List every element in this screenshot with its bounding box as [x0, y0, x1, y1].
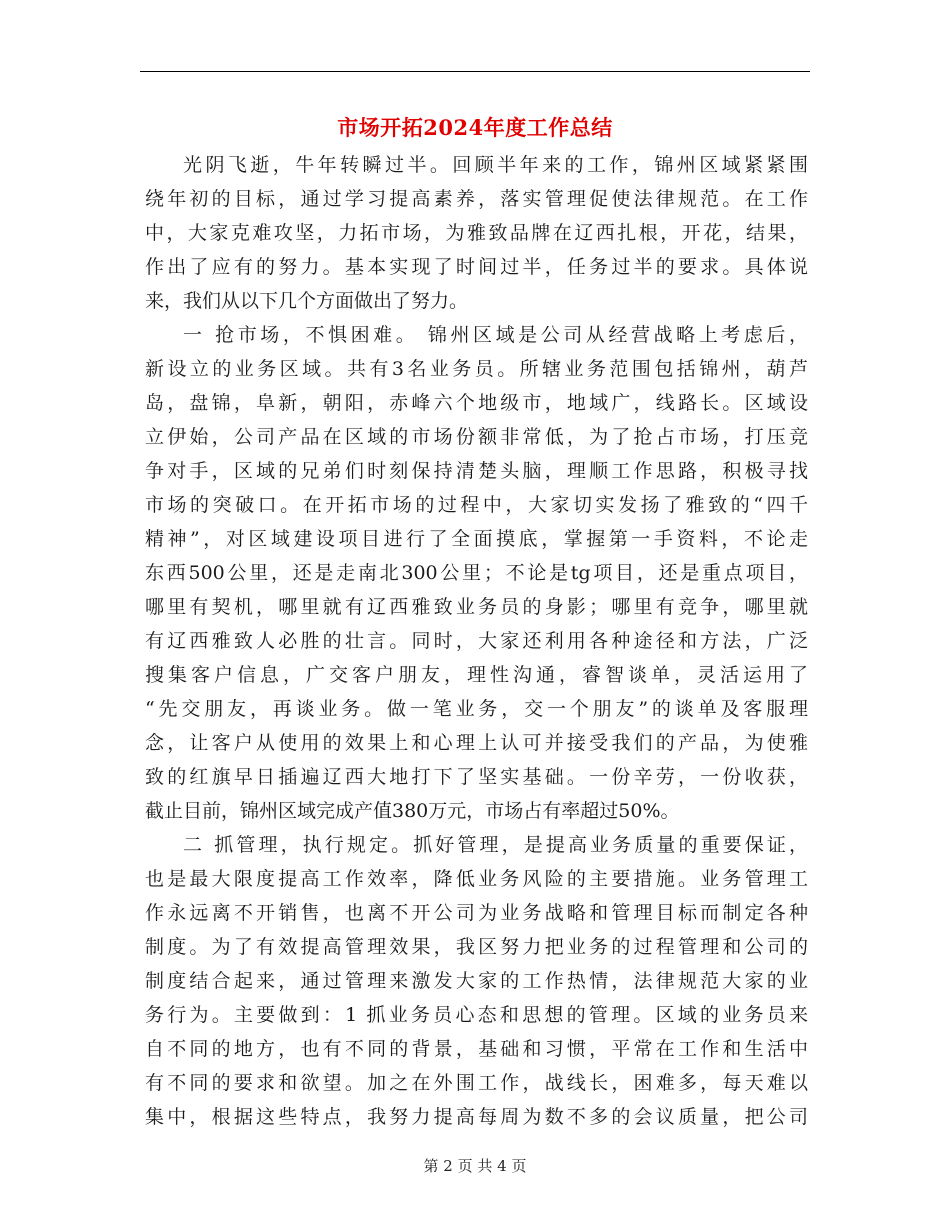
text-line: 念，让客户从使用的效果上和心理上认可并接受我们的产品，为使雅 — [145, 732, 808, 754]
text-line: 立伊始，公司产品在区域的市场份额非常低，为了抢占市场，打压竞 — [145, 426, 808, 448]
text-line: 争对手，区域的兄弟们时刻保持清楚头脑，理顺工作思路，积极寻找 — [145, 460, 808, 482]
text-line: 东西500公里，还是走南北300公里；不论是tg项目，还是重点项目， — [145, 562, 808, 584]
text-line: 一 抢市场，不惧困难。 锦州区域是公司从经营战略上考虑后， — [183, 324, 808, 346]
document-body — [145, 148, 808, 1134]
text-line: 精神”，对区域建设项目进行了全面摸底，掌握第一手资料，不论走 — [145, 528, 808, 550]
text-line: 中，大家克难攻坚，力拓市场，为雅致品牌在辽西扎根，开花，结果， — [145, 222, 808, 244]
text-line: 岛，盘锦，阜新，朝阳，赤峰六个地级市，地域广，线路长。区域设 — [145, 392, 808, 414]
text-line: 有不同的要求和欲望。加之在外围工作，战线长，困难多，每天难以 — [145, 1072, 808, 1094]
text-line: 作出了应有的努力。基本实现了时间过半，任务过半的要求。具体说 — [145, 256, 808, 278]
text-line: 制度。为了有效提高管理效果，我区努力把业务的过程管理和公司的 — [145, 936, 808, 958]
text-line: 绕年初的目标，通过学习提高素养，落实管理促使法律规范。在工作 — [145, 188, 808, 210]
text-line: 搜集客户信息，广交客户朋友，理性沟通，睿智谈单，灵活运用了 — [145, 664, 808, 686]
text-line: 来，我们从以下几个方面做出了努力。 — [145, 290, 469, 312]
text-line: 务行为。主要做到：1 抓业务员心态和思想的管理。区域的业务员来 — [145, 1004, 808, 1026]
page-footer: 第 2 页 共 4 页 — [423, 1157, 527, 1175]
text-line: 哪里有契机，哪里就有辽西雅致业务员的身影；哪里有竞争，哪里就 — [145, 596, 808, 618]
document-title: 市场开拓2024年度工作总结 — [337, 115, 613, 140]
text-line: “先交朋友，再谈业务。做一笔业务，交一个朋友”的谈单及客服理 — [145, 698, 808, 720]
text-line: 作永远离不开销售，也离不开公司为业务战略和管理目标而制定各种 — [145, 902, 808, 924]
text-line: 截止目前，锦州区域完成产值380万元，市场占有率超过50%。 — [145, 800, 680, 822]
text-line: 市场的突破口。在开拓市场的过程中，大家切实发扬了雅致的“四千 — [145, 494, 808, 516]
text-line: 集中，根据这些特点，我努力提高每周为数不多的会议质量，把公司 — [145, 1106, 808, 1128]
top-rule — [140, 71, 810, 72]
text-line: 也是最大限度提高工作效率，降低业务风险的主要措施。业务管理工 — [145, 868, 808, 890]
text-line: 有辽西雅致人必胜的壮言。同时，大家还利用各种途径和方法，广泛 — [145, 630, 808, 652]
text-line: 致的红旗早日插遍辽西大地打下了坚实基础。一份辛劳，一份收获， — [145, 766, 808, 788]
text-line: 新设立的业务区域。共有3名业务员。所辖业务范围包括锦州，葫芦 — [145, 358, 808, 380]
text-line: 二 抓管理，执行规定。抓好管理，是提高业务质量的重要保证， — [183, 834, 808, 856]
text-line: 自不同的地方，也有不同的背景，基础和习惯，平常在工作和生活中 — [145, 1038, 808, 1060]
text-line: 光阴飞逝，牛年转瞬过半。回顾半年来的工作，锦州区域紧紧围 — [183, 154, 808, 176]
text-line: 制度结合起来，通过管理来激发大家的工作热情，法律规范大家的业 — [145, 970, 808, 992]
